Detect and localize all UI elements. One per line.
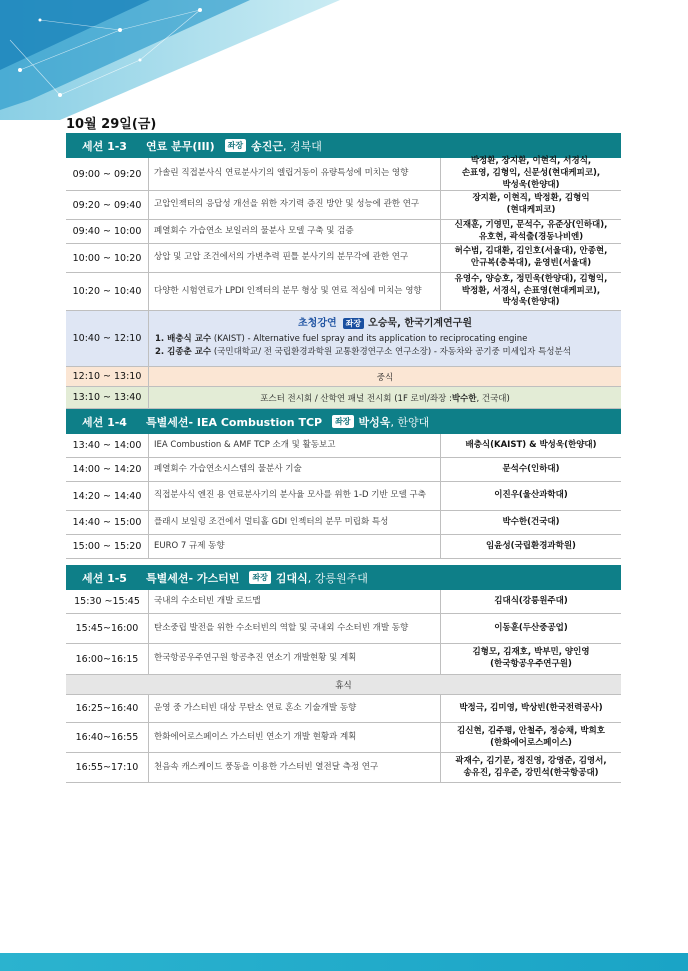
- keynote-header: [155, 316, 615, 331]
- author-line: (현대케피코): [506, 205, 556, 215]
- session-title: 특별세션- IEA Combustion TCP: [146, 415, 323, 429]
- author-line: 허수범, 김대환, 김인호(서울대), 안종현,: [454, 246, 608, 257]
- table-row: [66, 511, 621, 535]
- row-title: 운영 중 가스터빈 대상 무탄소 연료 혼소 기술개발 동향: [149, 695, 441, 722]
- row-time: 13:10 ~ 13:40: [66, 387, 149, 408]
- table-row: [66, 723, 621, 753]
- row-time: 16:40~16:55: [66, 723, 149, 752]
- author-line: 박정환, 장지환, 이현직, 서경식,: [470, 156, 592, 167]
- session-id: 세션 1-4: [82, 415, 127, 429]
- poster-label: [149, 387, 621, 408]
- row-time: 16:55~17:10: [66, 753, 149, 782]
- poster-chair: 박수한: [451, 393, 477, 404]
- lunch-row: [66, 367, 621, 387]
- keynote-line: [155, 346, 615, 359]
- session-title: 연료 분무(III): [146, 139, 215, 153]
- row-authors: [441, 273, 621, 310]
- author-line: 이진우(울산과학대): [494, 490, 568, 501]
- session-header: [66, 565, 621, 590]
- row-time: 14:40 ~ 15:00: [66, 511, 149, 534]
- table-row: [66, 535, 621, 559]
- row-time: 16:00~16:15: [66, 644, 149, 674]
- author-line: 문석수(인하대): [502, 463, 560, 474]
- row-title: 다양한 시험연료가 LPDI 인젝터의 분무 형상 및 연료 적심에 미치는 영향: [149, 273, 441, 310]
- session-header: [66, 409, 621, 434]
- row-authors: [441, 458, 621, 481]
- bottom-bar: [0, 953, 688, 971]
- session-chair: 박성욱: [358, 415, 391, 429]
- row-time: 09:00 ~ 09:20: [66, 158, 149, 190]
- row-title: 천음속 캐스케이드 풍동을 이용한 가스터빈 열전달 측정 연구: [149, 753, 441, 782]
- row-title: 한화에어로스페이스 가스터빈 연소기 개발 현황과 계획: [149, 723, 441, 752]
- keynote-text: (국민대학교/ 전 국립환경과학원 교통환경연구소 연구소장) - 자동차와 공기중 미세입자 특성분석: [211, 346, 571, 357]
- row-title: 폐열회수 가습연소시스템의 물분사 기술: [149, 458, 441, 481]
- table-row: [66, 158, 621, 191]
- author-line: 김대식(강릉원주대): [494, 595, 568, 606]
- row-authors: [441, 244, 621, 272]
- session-chair-affiliation: , 경북대: [283, 139, 322, 153]
- row-authors: [441, 220, 621, 243]
- row-title: 고압인젝터의 응답성 개선을 위한 자기력 증진 방안 및 성능에 관한 연구: [149, 191, 441, 219]
- row-time: 10:40 ~ 12:10: [66, 311, 149, 366]
- row-authors: [441, 434, 621, 457]
- row-time: 14:20 ~ 14:40: [66, 482, 149, 510]
- session-title: 특별세션- 가스터빈: [146, 571, 240, 585]
- table-row: [66, 695, 621, 723]
- author-line: 이동훈(두산중공업): [494, 622, 568, 633]
- row-title: 가솔린 직접분사식 연료분사기의 엘립거동이 유량특성에 미치는 영향: [149, 158, 441, 190]
- table-row: [66, 482, 621, 511]
- session-id: 세션 1-3: [82, 139, 127, 153]
- table-row: [66, 458, 621, 482]
- author-line: 배충식(KAIST) & 박성욱(한양대): [465, 439, 597, 450]
- author-line: 송유진, 김우준, 강민석(한국항공대): [463, 767, 599, 778]
- keynote-text: (KAIST) - Alternative fuel spray and its application to reciprocating engine: [211, 334, 528, 344]
- table-row: [66, 753, 621, 783]
- row-time: 14:00 ~ 14:20: [66, 458, 149, 481]
- row-title: 폐열회수 가습연소 보일러의 물분사 모델 구축 및 검증: [149, 220, 441, 243]
- keynote-row: [66, 311, 621, 367]
- decorative-network-graphic: [0, 0, 340, 120]
- keynote-chair: 오승묵, 한국기계연구원: [368, 318, 472, 329]
- table-row: [66, 220, 621, 244]
- chair-badge: 좌장: [332, 415, 353, 428]
- keynote-label: 초청강연: [298, 318, 337, 329]
- keynote-line: [155, 333, 615, 346]
- author-line: 장지환, 이현직, 박정환, 김형익: [472, 193, 590, 204]
- author-line: 신재훈, 기영민, 문석수, 유준상(인하대),: [454, 219, 608, 230]
- row-title: 한국항공우주연구원 항공추진 연소기 개발현황 및 계획: [149, 644, 441, 674]
- row-authors: [441, 535, 621, 558]
- table-row: [66, 644, 621, 675]
- author-line: (한화에어로스페이스): [490, 737, 572, 748]
- author-line: 박정극, 김미영, 박상빈(한국전력공사): [459, 702, 603, 713]
- chair-badge: 좌장: [249, 571, 270, 584]
- row-time: 15:00 ~ 15:20: [66, 535, 149, 558]
- author-line: 김형모, 김재호, 박부민, 양인영: [472, 647, 590, 658]
- rest-label: 휴식: [335, 680, 352, 691]
- session-chair: 송진근: [251, 139, 284, 153]
- author-line: 손표영, 김형익, 신문성(현대케피코),: [461, 168, 601, 179]
- row-time: 12:10 ~ 13:10: [66, 367, 149, 386]
- author-line: 박정환, 서경식, 손표영(현대케피코),: [461, 285, 601, 296]
- table-row: [66, 191, 621, 220]
- author-line: 임윤성(국립환경과학원): [486, 540, 576, 551]
- row-authors: [441, 695, 621, 722]
- table-row: [66, 614, 621, 644]
- row-time: 10:00 ~ 10:20: [66, 244, 149, 272]
- row-title: 상압 및 고압 조건에서의 가변추력 핀틀 분사기의 분무각에 관한 연구: [149, 244, 441, 272]
- chair-badge: 좌장: [225, 139, 246, 152]
- row-time: 09:40 ~ 10:00: [66, 220, 149, 243]
- author-line: (한국항공우주연구원): [490, 659, 572, 669]
- row-time: 15:30 ~15:45: [66, 590, 149, 613]
- row-authors: [441, 590, 621, 613]
- row-authors: [441, 191, 621, 219]
- row-time: 13:40 ~ 14:00: [66, 434, 149, 457]
- rest-row: [66, 675, 621, 695]
- poster-chair-affiliation: , 건국대): [476, 393, 510, 404]
- row-title: 국내의 수소터빈 개발 로드맵: [149, 590, 441, 613]
- row-time: 10:20 ~ 10:40: [66, 273, 149, 310]
- table-row: [66, 590, 621, 614]
- author-line: 박수한(건국대): [502, 516, 560, 527]
- author-line: 유호현, 곽석출(경동나비엔): [478, 231, 584, 242]
- author-line: 박성욱(한양대): [502, 179, 560, 190]
- row-time: 16:25~16:40: [66, 695, 149, 722]
- author-line: 곽재수, 김기문, 정진영, 강영준, 김영서,: [455, 755, 607, 766]
- lunch-label: 중식: [376, 372, 394, 383]
- row-title: 직접분사식 엔진 용 연료분사기의 분사율 모사를 위한 1-D 기반 모델 구축: [149, 482, 441, 510]
- row-authors: [441, 482, 621, 510]
- table-row: [66, 244, 621, 273]
- page-date: 10월 29일(금): [66, 117, 157, 132]
- author-line: 박성욱(한양대): [502, 297, 560, 308]
- row-authors: [441, 511, 621, 534]
- author-line: 유영수, 양승호, 정민욱(한양대), 김형익,: [454, 273, 608, 284]
- schedule-table: [66, 133, 621, 783]
- poster-row: [66, 387, 621, 409]
- row-title: IEA Combustion & AMF TCP 소개 및 활동보고: [149, 434, 441, 457]
- keynote-speaker: 2. 김종춘 교수: [155, 346, 212, 357]
- session-chair-affiliation: , 한양대: [390, 415, 430, 429]
- session-id: 세션 1-5: [82, 571, 127, 585]
- row-title: 플래시 보일링 조건에서 멀티홀 GDI 인젝터의 분무 미립화 특성: [149, 511, 441, 534]
- keynote-speaker: 1. 배충식 교수: [155, 334, 212, 344]
- row-time: 09:20 ~ 09:40: [66, 191, 149, 219]
- author-line: 김신현, 김주평, 안철주, 정승채, 박희호: [457, 725, 605, 736]
- chair-badge: 좌장: [343, 318, 364, 329]
- row-authors: [441, 644, 621, 674]
- table-row: [66, 434, 621, 458]
- row-time: 15:45~16:00: [66, 614, 149, 643]
- session-chair: 김대식: [275, 571, 308, 585]
- row-title: 탄소중립 발전을 위한 수소터빈의 역할 및 국내외 수소터빈 개발 동향: [149, 614, 441, 643]
- row-authors: [441, 723, 621, 752]
- row-authors: [441, 158, 621, 190]
- session-chair-affiliation: , 강릉원주대: [307, 571, 368, 585]
- author-line: 안규복(충북대), 윤영빈(서울대): [470, 258, 592, 268]
- session-header: [66, 133, 621, 158]
- keynote-content: [149, 311, 621, 366]
- row-title: EURO 7 규제 동향: [149, 535, 441, 558]
- row-authors: [441, 753, 621, 782]
- poster-text: 포스터 전시회 / 산학연 패널 전시회 (1F 로비/좌장 :: [260, 393, 452, 404]
- table-row: [66, 273, 621, 311]
- row-authors: [441, 614, 621, 643]
